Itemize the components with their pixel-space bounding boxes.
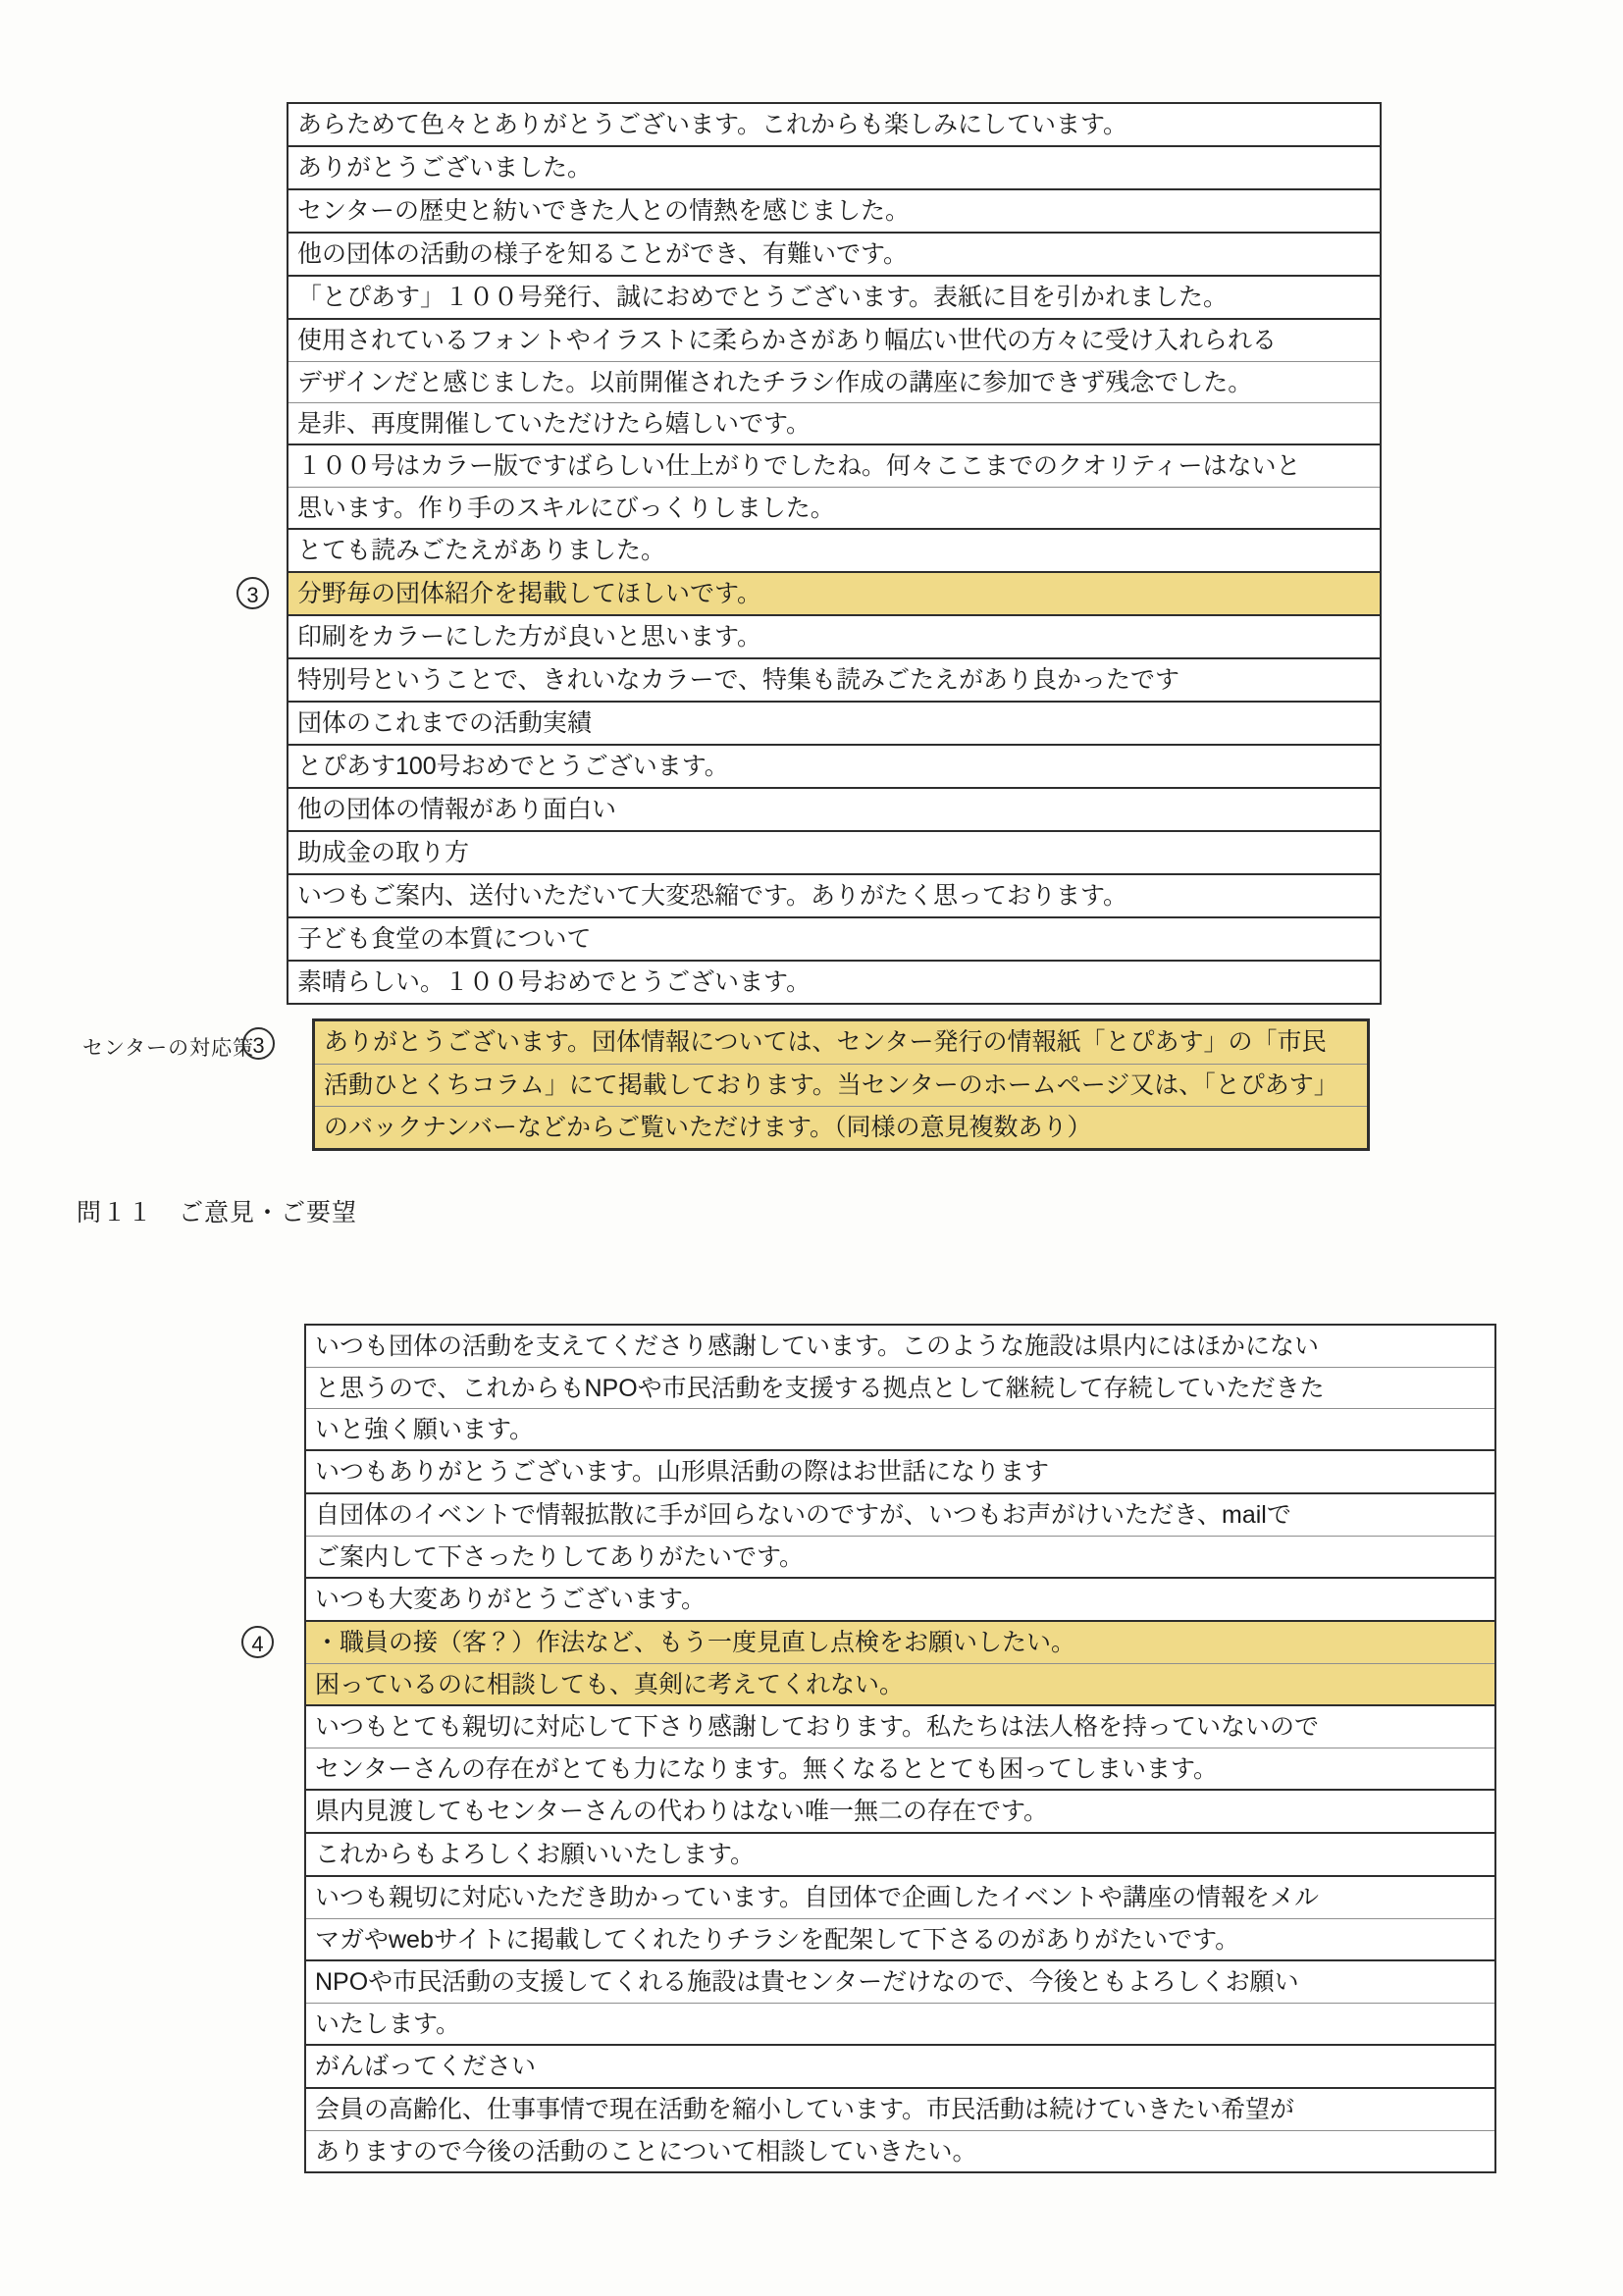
comment-line: これからもよろしくお願いいたします。 [315,1841,756,1868]
table-row [288,275,1380,318]
comment-line: 思います。作り手のスキルにびっくりしました。 [288,487,1380,528]
comment-line: いつもとても親切に対応して下さり感謝しております。私たちは法人格を持っていないので [315,1713,1320,1741]
comment-line: ・職員の接（客？）作法など、もう一度見直し点検をお願いしたい。 [306,1622,1494,1663]
comment-line: 自団体のイベントで情報拡散に手が回らないのですが、いつもお声がけいただき、mailで [315,1501,1291,1529]
question-11-heading: 問１１ ご意見・ご要望 [77,1199,358,1226]
comment-line: マガやwebサイトに掲載してくれたりチラシを配架して下さるのがありがたいです。 [306,1918,1494,1959]
comment-line: NPOや市民活動の支援してくれる施設は貴センターだけなので、今後ともよろしくお願い [315,1968,1299,1996]
comment-line: とても読みごたえがありました。 [297,537,666,564]
comment-line: 子ども食堂の本質について [297,925,592,953]
table-row [288,528,1380,571]
comment-line: あらためて色々とありがとうございます。これからも楽しみにしています。 [297,111,1128,138]
comment-line: とぴあす100号おめでとうございます。 [297,753,729,780]
circled-number-marker: 3 [236,577,269,609]
table-row [288,232,1380,275]
comment-line: いつも親切に対応いただき助かっています。自団体で企画したイベントや講座の情報をメル [315,1884,1320,1911]
comment-line: がんばってください [315,2053,537,2080]
table-row [288,701,1380,744]
comment-line: ご案内して下さったりしてありがたいです。 [306,1536,1494,1577]
table-row [246,571,1380,614]
comment-line: デザインだと感じました。以前開催されたチラシ作成の講座に参加できず残念でした。 [288,361,1380,402]
comment-line: 「とぴあす」１００号発行、誠におめでとうございます。表紙に目を引かれました。 [297,284,1229,311]
table-row [288,744,1380,787]
table-row [288,614,1380,657]
table-row [306,1326,1494,1449]
comment-line: 他の団体の情報があり面白い [297,796,617,823]
comment-line: いと強く願います。 [306,1408,1494,1449]
comment-line: 是非、再度開催していただけたら嬉しいです。 [288,402,1380,444]
comment-line: いつもありがとうございます。山形県活動の際はお世話になります [315,1458,1050,1486]
comment-line: 助成金の取り方 [297,839,470,866]
comment-line: ありがとうございました。 [297,154,593,182]
table-row [306,1704,1494,1789]
comment-line: いつも大変ありがとうございます。 [315,1586,707,1613]
table-row [306,1875,1494,1959]
table-row [251,1620,1494,1704]
comment-line: 特別号ということで、きれいなカラーで、特集も読みごたえがあり良かったです [297,666,1180,694]
table-row [306,1959,1494,2044]
table-row [306,1449,1494,1492]
comment-line: 使用されているフォントやイラストに柔らかさがあり幅広い世代の方々に受け入れられる [297,327,1278,354]
comment-line: 会員の高齢化、仕事事情で現在活動を縮小しています。市民活動は続けていきたい希望が [315,2096,1295,2123]
table-row [306,1832,1494,1875]
comment-line: 団体のこれまでの活動実績 [297,709,593,737]
comment-line: のバックナンバーなどからご覧いただけます。（同様の意見複数あり） [315,1106,1367,1148]
center-response-label: センターの対応策 [82,1037,255,1060]
table-row [306,2087,1494,2171]
comments-table-2 [251,1324,1496,2173]
table-row [288,873,1380,916]
comment-line: センターさんの存在がとても力になります。無くなるととても困ってしまいます。 [306,1748,1494,1789]
comment-line: いつもご案内、送付いただいて大変恐縮です。ありがたく思っております。 [297,882,1128,910]
table-row [306,2044,1494,2087]
table-row [288,916,1380,960]
comment-line: 分野毎の団体紹介を掲載してほしいです。 [288,573,1380,614]
table-row [315,1021,1367,1148]
circled-number-marker: 4 [241,1626,274,1658]
comment-line: 印刷をカラーにした方が良いと思います。 [297,623,762,651]
center-response-box [312,1018,1370,1151]
comment-line: 活動ひとくちコラム」にて掲載しております。当センターのホームページ又は、「とぴあす」 [315,1064,1367,1106]
comment-line: ありがとうございます。団体情報については、センター発行の情報紙「とぴあす」の「市民 [315,1021,1367,1064]
table-row [288,830,1380,873]
table-row [306,1492,1494,1577]
comment-line: ありますので今後の活動のことについて相談していきたい。 [306,2130,1494,2171]
table-row [288,145,1380,188]
table-row [306,1789,1494,1832]
comment-line: いつも団体の活動を支えてくださり感謝しています。このような施設は県内にはほかにない [315,1332,1320,1360]
table-row [288,960,1380,1003]
table-row [288,444,1380,528]
comment-line: 困っているのに相談しても、真剣に考えてくれない。 [306,1663,1494,1704]
circled-number-marker: 3 [242,1027,275,1060]
comment-line: と思うので、これからもNPOや市民活動を支援する拠点として継続して存続していただきた [306,1367,1494,1408]
table-row [288,104,1380,145]
table-row [288,657,1380,701]
table-row [306,1577,1494,1620]
comment-line: 他の団体の活動の様子を知ることができ、有難いです。 [297,240,909,268]
table-row [288,787,1380,830]
comments-table-1 [246,102,1382,1005]
table-row [288,318,1380,444]
comment-line: 素晴らしい。１００号おめでとうございます。 [297,968,812,996]
table-row [288,188,1380,232]
comment-line: １００号はカラー版ですばらしい仕上がりでしたね。何々ここまでのクオリティーはないと [297,452,1301,480]
comment-line: 県内見渡してもセンターさんの代わりはない唯一無二の存在です。 [315,1798,1049,1825]
comment-line: センターの歴史と紡いできた人との情熱を感じました。 [297,197,911,225]
comment-line: いたします。 [306,2003,1494,2044]
